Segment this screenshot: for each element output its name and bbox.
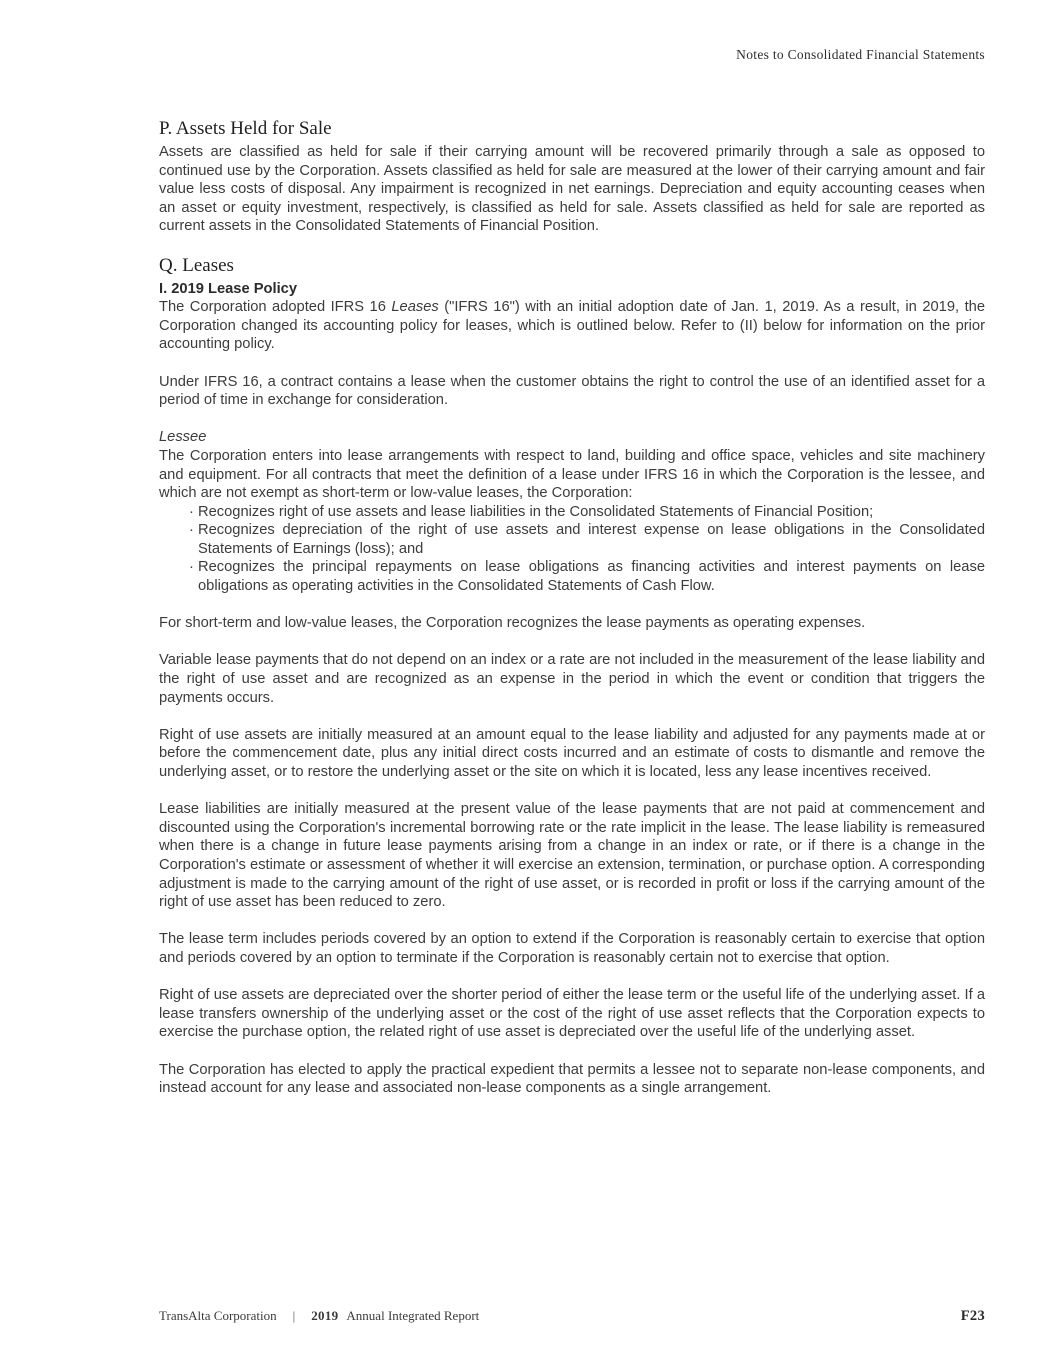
bullet-icon: · — [189, 559, 194, 576]
footer-company-name: TransAlta Corporation — [159, 1308, 277, 1323]
footer-year: 2019 — [311, 1308, 339, 1323]
section-p-body-paragraph: Assets are classified as held for sale if their carrying amount will be recovered primarily through a sale as opposed to continued use by the Corporation. Assets classified as held for sale are measured at the lower of their carrying amount and fair value less costs of disposal. Any impairment is recognized in net earnings. Depreciation and equity accounting ceases when an asset or equity investment, respectively, is classified as held for sale. Assets classified as held for sale are reported as current assets in the Consolidated Statements of Financial Position. — [159, 144, 985, 235]
lease-liabilities-paragraph: Lease liabilities are initially measured at the present value of the lease payments that are not paid at commencement and discounted using the Corporation's incremental borrowing rate or the rate implicit in the lease. The lease liability is remeasured when there is a change in future lease payments arising from a change in an index or rate, or if there is a change in the Corporation's estimate or assessment of whether it will exercise an extension, termination, or purchase option. A corresponding adjustment is made to the carrying amount of the right of use asset, or is recorded in profit or loss if the carrying amount of the right of use asset has been reduced to zero. — [159, 801, 985, 911]
paragraph-1-italic-term: Leases — [391, 299, 439, 316]
section-q-title: Q. Leases — [159, 254, 234, 276]
footer-page-number: F23 — [960, 1308, 985, 1324]
bullet-icon: · — [189, 503, 194, 520]
list-item — [159, 558, 985, 595]
page-content — [159, 118, 985, 1116]
bullet-icon: · — [189, 522, 194, 539]
running-header: Notes to Consolidated Financial Statements — [736, 47, 985, 62]
footer-report-name: Annual Integrated Report — [346, 1308, 480, 1323]
paragraph-1-post: ("IFRS 16") with an initial adoption date of Jan. 1, 2019. As a result, in 2019, the Corporation changed its accounting policy for leases, which is outlined below. Refer to (II) below for information on the prior accounting policy. — [159, 299, 985, 353]
footer-left-group — [159, 1308, 479, 1324]
lessee-intro-paragraph: The Corporation enters into lease arrangements with respect to land, building and office space, vehicles and site machinery and equipment. For all contracts that meet the definition of a lease under IFRS 16 in which the Corporation is the lessee, and which are not exempt as short-term or low-value leases, the Corporation: — [159, 447, 985, 502]
list-item — [159, 521, 985, 558]
lease-policy-paragraph-1 — [159, 298, 985, 354]
practical-expedient-paragraph: The Corporation has elected to apply the practical expedient that permits a lessee not to separate non-lease components, and instead account for any lease and associated non-lease components as a single arrangement. — [159, 1061, 985, 1097]
lease-policy-heading: I. 2019 Lease Policy — [159, 280, 297, 297]
bullet-item-text: Recognizes depreciation of the right of use assets and interest expense on lease obligations in the Consolidated Statements of Earnings (loss); and — [198, 522, 985, 557]
lease-policy-paragraph-2: Under IFRS 16, a contract contains a lease when the customer obtains the right to control the use of an identified asset for a period of time in exchange for consideration. — [159, 373, 985, 409]
bullet-item-text: Recognizes the principal repayments on lease obligations as financing activities and interest payments on lease obligations as operating activities in the Consolidated Statements of Cash Flow. — [198, 559, 985, 595]
depreciation-paragraph: Right of use assets are depreciated over the shorter period of either the lease term or the useful life of the underlying asset. If a lease transfers ownership of the underlying asset or the cost of the right of use asset reflects that the Corporation expects to exercise the purchase option, the related right of use asset is depreciated over the useful life of the underlying asset. — [159, 987, 985, 1041]
paragraph-1-pre: The Corporation adopted IFRS 16 — [159, 299, 392, 316]
lease-term-paragraph: The lease term includes periods covered by an option to extend if the Corporation is reasonably certain to exercise that option and periods covered by an option to terminate if the Corporation is reasonably certain not to exercise that option. — [159, 931, 985, 966]
short-term-leases-paragraph: For short-term and low-value leases, the Corporation recognizes the lease payments as operating expenses. — [159, 615, 866, 632]
bullet-item-text: Recognizes right of use assets and lease liabilities in the Consolidated Statements of Financial Position; — [198, 503, 874, 520]
right-of-use-measurement-paragraph: Right of use assets are initially measured at an amount equal to the lease liability and adjusted for any payments made at or before the commencement date, plus any initial direct costs incurred and an estimate of costs to dismantle and remove the underlying asset, or to restore the underlying asset or the site on which it is located, less any lease incentives received. — [159, 726, 985, 780]
page-footer — [159, 1308, 985, 1325]
list-item — [159, 503, 985, 522]
lessee-label: Lessee — [159, 429, 207, 446]
section-p-title: P. Assets Held for Sale — [159, 118, 332, 139]
footer-divider: | — [292, 1308, 296, 1323]
lessee-bullet-list — [159, 503, 985, 596]
variable-lease-payments-paragraph: Variable lease payments that do not depend on an index or a rate are not included in the measurement of the lease liability and the right of use asset and are recognized as an expense in the period in which the event or condition that triggers the payments occurs. — [159, 652, 985, 706]
